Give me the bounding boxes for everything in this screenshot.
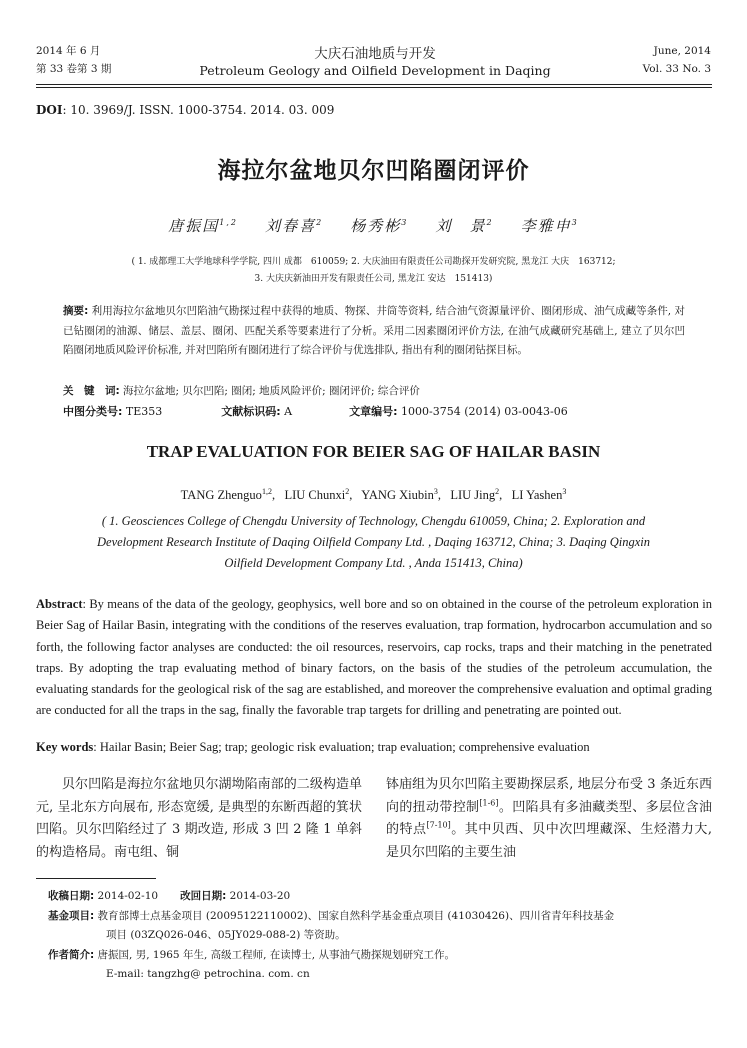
clc-value: TE353	[122, 405, 163, 418]
body-column-right: 钵庙组为贝尔凹陷主要勘探层系, 地层分布受 3 条近东西向的扭动带控制[1-6]。凹陷具有多油藏类型、多层位含油的特点[7-10]。其中贝西、贝中次凹埋藏深、生烃潜力大, 是贝尔凹陷的主要生油	[386, 777, 712, 860]
author-en: YANG Xiubin$^3$	[361, 486, 438, 502]
header-month: June, 2014	[653, 45, 711, 57]
article-number-label: 文章编号:	[349, 405, 398, 418]
affiliation-en-line3: Oilfield Development Company Ltd. , Anda 151413, China)	[224, 556, 523, 570]
footnote-fund	[48, 907, 712, 927]
header-date: 2014 年 6 月	[36, 45, 101, 57]
doc-code-label: 文献标识码:	[221, 405, 281, 418]
author-cn: 杨秀彬$^3$	[350, 217, 409, 235]
authors-cn	[0, 215, 747, 236]
footnotes	[48, 887, 712, 985]
header-issue: Vol. 33 No. 3	[642, 63, 711, 75]
author-cn: 刘春喜$^2$	[265, 217, 324, 235]
header-journal-title-cn: 大庆石油地质与开发	[314, 46, 436, 62]
header-rule	[36, 84, 712, 85]
abstract-cn	[63, 302, 685, 361]
doi-value: : 10. 3969/J. ISSN. 1000-3754. 2014. 03. 009	[62, 103, 335, 117]
fund-text-line2: 项目 (03ZQ026-046、05JY029-088-2) 等资助。	[106, 929, 346, 941]
title-en: TRAP EVALUATION FOR BEIER SAG OF HAILAR BASIN	[146, 442, 601, 461]
classification-line	[63, 402, 685, 421]
fund-text-line1: 教育部博士点基金项目 (20095122110002)、国家自然科学基金重点项目 (41030426)、四川省青年科技基金	[94, 909, 615, 922]
author-cn: 李雅申$^3$	[520, 217, 579, 235]
received-value: 2014-02-10	[94, 890, 159, 902]
title-cn: 海拉尔盆地贝尔凹陷圈闭评价	[217, 158, 530, 184]
abstract-cn-label: 摘要:	[63, 305, 89, 317]
author-cn: 唐振国$^{1,2}$	[168, 217, 238, 235]
keywords-cn-text: 海拉尔盆地; 贝尔凹陷; 圈闭; 地质风险评价; 圈闭评价; 综合评价	[119, 385, 420, 397]
footnote-rule	[36, 878, 156, 879]
author-email: E-mail: tangzhg@ petrochina. com. cn	[106, 968, 310, 980]
keywords-cn-label: 关 键 词:	[63, 385, 120, 397]
keywords-en	[36, 737, 712, 758]
footnote-dates	[48, 887, 712, 907]
affiliation-cn-line1: ( 1. 成都理工大学地球科学学院, 四川 成都 610059; 2. 大庆油田有限责任公司勘探开发研究院, 黑龙江 大庆 163712;	[131, 257, 616, 267]
keywords-en-label: Key words	[36, 740, 94, 754]
header-journal-title-en: Petroleum Geology and Oilfield Development in Daqing	[199, 63, 551, 78]
footnote-author	[48, 946, 712, 966]
clc-label: 中图分类号:	[63, 405, 123, 418]
doi-line	[36, 103, 334, 117]
doi-label: DOI	[36, 103, 63, 117]
doc-code-value: A	[280, 405, 293, 418]
authors-en: TANG Zhenguo$^{1,2}$, LIU Chunxi$^2$, YANG Xiubin$^3$, LIU Jing$^2$, LI Yashen$^3$	[180, 486, 567, 502]
author-cn: 刘 景$^2$	[435, 217, 494, 235]
revised-value: 2014-03-20	[226, 890, 291, 902]
received-label: 收稿日期:	[48, 890, 95, 902]
citation-7-10: [7-10]	[426, 820, 451, 830]
article-number-value: 1000-3754 (2014) 03-0043-06	[397, 405, 568, 418]
header-volume: 第 33 卷第 3 期	[36, 63, 112, 75]
affiliation-en-line2: Development Research Institute of Daqing Oilfield Company Ltd. , Daqing 163712, China; 3. Daqing Qingxin	[97, 535, 650, 549]
body-column-left: 贝尔凹陷是海拉尔盆地贝尔湖坳陷南部的二级构造单元, 呈北东方向展布, 形态宽缓, 是典型的东断西超的箕状凹陷。贝尔凹陷经过了 3 期改造, 形成 3 凹 2 隆 1 单斜的构造格局。南屯组、铜	[36, 777, 362, 860]
affiliation-cn-line2: 3. 大庆庆新油田开发有限责任公司, 黑龙江 安达 151413)	[254, 274, 493, 284]
author-en: LI Yashen$^3$	[511, 486, 567, 502]
author-en: TANG Zhenguo$^{1,2}$	[180, 486, 272, 502]
revised-label: 改回日期:	[180, 890, 227, 902]
abstract-cn-text: 利用海拉尔盆地贝尔凹陷油气勘探过程中获得的地质、物探、井筒等资料, 结合油气资源量评价、圈闭形成、油气成藏等条件, 对已钻圈闭的油源、储层、盖层、圈闭、匹配关系等要素进行了分析。采用二因素圈闭评价方法, 在油气成藏研究基础上, 建立了贝尔凹陷圈闭地质风险评价标准, 并对凹陷所有圈闭进行了综合评价与优选排队, 指出有利的圈闭钻探目标。	[63, 305, 686, 356]
header-rule-2	[36, 87, 712, 88]
author-bio-label: 作者简介:	[48, 948, 95, 961]
abstract-en-text: : By means of the data of the geology, geophysics, well bore and so on obtained in the course of the petroleum exploration in Beier Sag of Hailar Basin, integrating with the conditions of the reserves evaluation, trap formation, hydrocarbon accumulation and so forth, the following factor analyses are conducted: the oil resources, reservoirs, cap rocks, traps and their matching in the penetrated traps. By adopting the trap evaluating method of binary factors, on the basis of the studies of the petroleum accumulation, the evaluating standards for the geological risk of the sag are established, and moreover the comprehensive evaluation and optimal grading are conducted for all the traps in the sag, finally the favorable trap targets for drilling and penetrating are pointed out.	[36, 597, 712, 718]
author-en: LIU Jing$^2$	[450, 486, 500, 502]
author-en: LIU Chunxi$^2$	[284, 486, 350, 502]
keywords-cn	[63, 382, 685, 401]
abstract-en-label: Abstract	[36, 597, 83, 611]
keywords-en-text: : Hailar Basin; Beier Sag; trap; geologic risk evaluation; trap evaluation; comprehensive evaluation	[93, 740, 590, 754]
abstract-en	[36, 594, 712, 722]
affiliation-en-line1: ( 1. Geosciences College of Chengdu University of Technology, Chengdu 610059, China; 2. Exploration and	[101, 514, 646, 528]
fund-label: 基金项目:	[48, 909, 95, 922]
author-bio-text: 唐振国, 男, 1965 年生, 高级工程师, 在读博士, 从事油气勘探规划研究工作。	[94, 948, 455, 961]
citation-1-6: [1-6]	[479, 798, 499, 808]
